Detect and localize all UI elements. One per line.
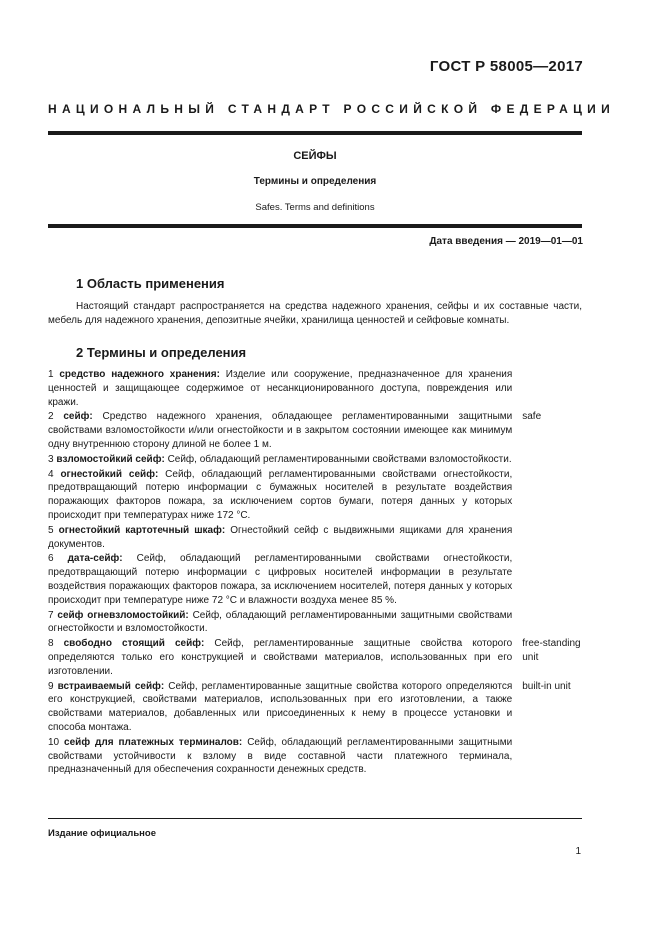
term-entry xyxy=(48,453,582,467)
term-entry xyxy=(48,524,582,552)
term-entry xyxy=(48,637,582,678)
term-entry xyxy=(48,552,582,607)
document-subtitle: Термины и определения xyxy=(253,176,377,187)
term-definition-text xyxy=(48,637,512,678)
term-definition: Сейф, регламентированные защитные свойства которого определяются только его конструкцией и свойствами материалов, использованных при его изготовлении. xyxy=(48,638,513,677)
term-number: 8 xyxy=(48,638,54,650)
term-definition-text xyxy=(48,552,512,607)
top-divider xyxy=(48,131,582,135)
term-definition-text xyxy=(48,680,512,735)
introduction-date: Дата введения — 2019—01—01 xyxy=(429,236,583,247)
section-1-text: Настоящий стандарт распространяется на средства надежного хранения, сейфы и их составные части, мебель для надежного хранения, депозитные ячейки, хранилища ценностей и сейфовые комнаты. xyxy=(48,301,582,326)
term-definition: Сейф, обладающий регламентированными защитными свойствами огнестойкости и взломостойкости. xyxy=(48,609,513,635)
term-number: 5 xyxy=(48,524,54,536)
term-number: 7 xyxy=(48,609,54,621)
section-2-heading: 2 Термины и определения xyxy=(76,345,247,360)
term-number: 2 xyxy=(48,411,54,423)
english-equivalent: built-in unit xyxy=(522,680,571,692)
term-definition: Изделие или сооружение, предназначенное для хранения ценностей и защищающее содержимое от несанкционированного доступа, повреждения или кражи. xyxy=(48,369,513,408)
english-equivalent xyxy=(522,736,582,777)
term-definition-text xyxy=(48,609,512,637)
document-title: СЕЙФЫ xyxy=(293,150,337,162)
term-name: сейф для платежных терминалов: xyxy=(64,736,243,748)
term-number: 4 xyxy=(48,468,54,480)
term-entry xyxy=(48,368,582,409)
term-definition: Сейф, обладающий регламентированными свойствами огнестойкости, предотвращающий потерю информации с цифровых носителей информации в результате воздействия поражающих факторов пожара, за исключением носителей, потеря данных у которых происходит при температуре ниже 72 °С и влажности воздуха менее 85 %. xyxy=(48,553,513,606)
term-definition: Сейф, обладающий регламентированными свойствами огнестойкости, предотвращающий потерю информации с бумажных носителей в результате воздействия поражающих факторов пожара, за исключением сортов бумаги, потеря данных у которых происходит при температурах ниже 172 °С. xyxy=(48,468,513,521)
term-number: 9 xyxy=(48,680,54,692)
english-equivalent xyxy=(522,524,582,552)
term-definition-text xyxy=(48,368,512,409)
term-definition-text xyxy=(48,453,512,467)
term-name: дата-сейф: xyxy=(67,553,123,565)
term-number: 3 xyxy=(48,453,54,465)
term-name: сейф: xyxy=(63,411,93,423)
term-definition-text xyxy=(48,410,512,451)
term-name: огнестойкий сейф: xyxy=(60,468,159,480)
term-number: 10 xyxy=(48,736,60,748)
term-name: сейф огневзломостойкий: xyxy=(57,609,189,621)
term-definition-text xyxy=(48,524,512,552)
english-equivalent xyxy=(522,468,582,523)
term-definition: Сейф, обладающий регламентированными свойствами взломостойкости. xyxy=(167,453,512,465)
terms-list xyxy=(48,368,582,778)
english-equivalent xyxy=(522,552,582,607)
term-definition: Средство надежного хранения, обладающее регламентированными защитными свойствами взломостойкости и/или огнестойкости и в закрытом состоянии имеющее как минимум одну внутреннюю сторону длиной не более 1 м. xyxy=(48,411,513,450)
term-definition-text xyxy=(48,468,512,523)
term-number: 6 xyxy=(48,553,54,565)
edition-label: Издание официальное xyxy=(48,828,156,839)
term-number: 1 xyxy=(48,369,54,380)
term-name: свободно стоящий сейф: xyxy=(63,638,205,650)
english-equivalent: free-standing unit xyxy=(522,638,581,663)
term-name: встраиваемый сейф: xyxy=(57,680,165,692)
term-entry xyxy=(48,680,582,735)
english-title: Safes. Terms and definitions xyxy=(255,202,375,213)
section-1-heading: 1 Область применения xyxy=(76,276,225,291)
page-number: 1 xyxy=(575,846,581,857)
term-definition: Сейф, обладающий регламентированными защитными свойствами устойчивости к взлому в виде составной части платежного терминала, предназначенный для обеспечения сохранности денежных средств. xyxy=(48,736,513,776)
term-definition-text xyxy=(48,736,512,777)
term-entry xyxy=(48,410,582,451)
term-entry xyxy=(48,468,582,523)
term-entry xyxy=(48,609,582,637)
term-name: огнестойкий картотечный шкаф: xyxy=(58,524,226,536)
footer-divider xyxy=(48,818,582,819)
english-equivalent xyxy=(522,368,582,409)
term-definition: Сейф, регламентированные защитные свойства которого определяются его конструкцией, свойствами материалов, использованных при его изготовлении, а также свойствами материалов, добавленных или присоединенных к нему в процессе установки и способа монтажа. xyxy=(48,680,513,733)
document-code: ГОСТ Р 58005—2017 xyxy=(429,58,583,75)
term-entry xyxy=(48,736,582,777)
term-name: средство надежного хранения: xyxy=(59,369,220,380)
title-divider xyxy=(48,224,582,228)
english-equivalent: safe xyxy=(522,411,542,423)
term-definition: Огнестойкий сейф с выдвижными ящиками для хранения документов. xyxy=(48,524,513,550)
national-standard-heading: НАЦИОНАЛЬНЫЙ СТАНДАРТ РОССИЙСКОЙ ФЕДЕРАЦИИ xyxy=(48,102,616,116)
english-equivalent xyxy=(522,609,582,637)
english-equivalent xyxy=(522,453,582,467)
term-name: взломостойкий сейф: xyxy=(56,453,165,465)
